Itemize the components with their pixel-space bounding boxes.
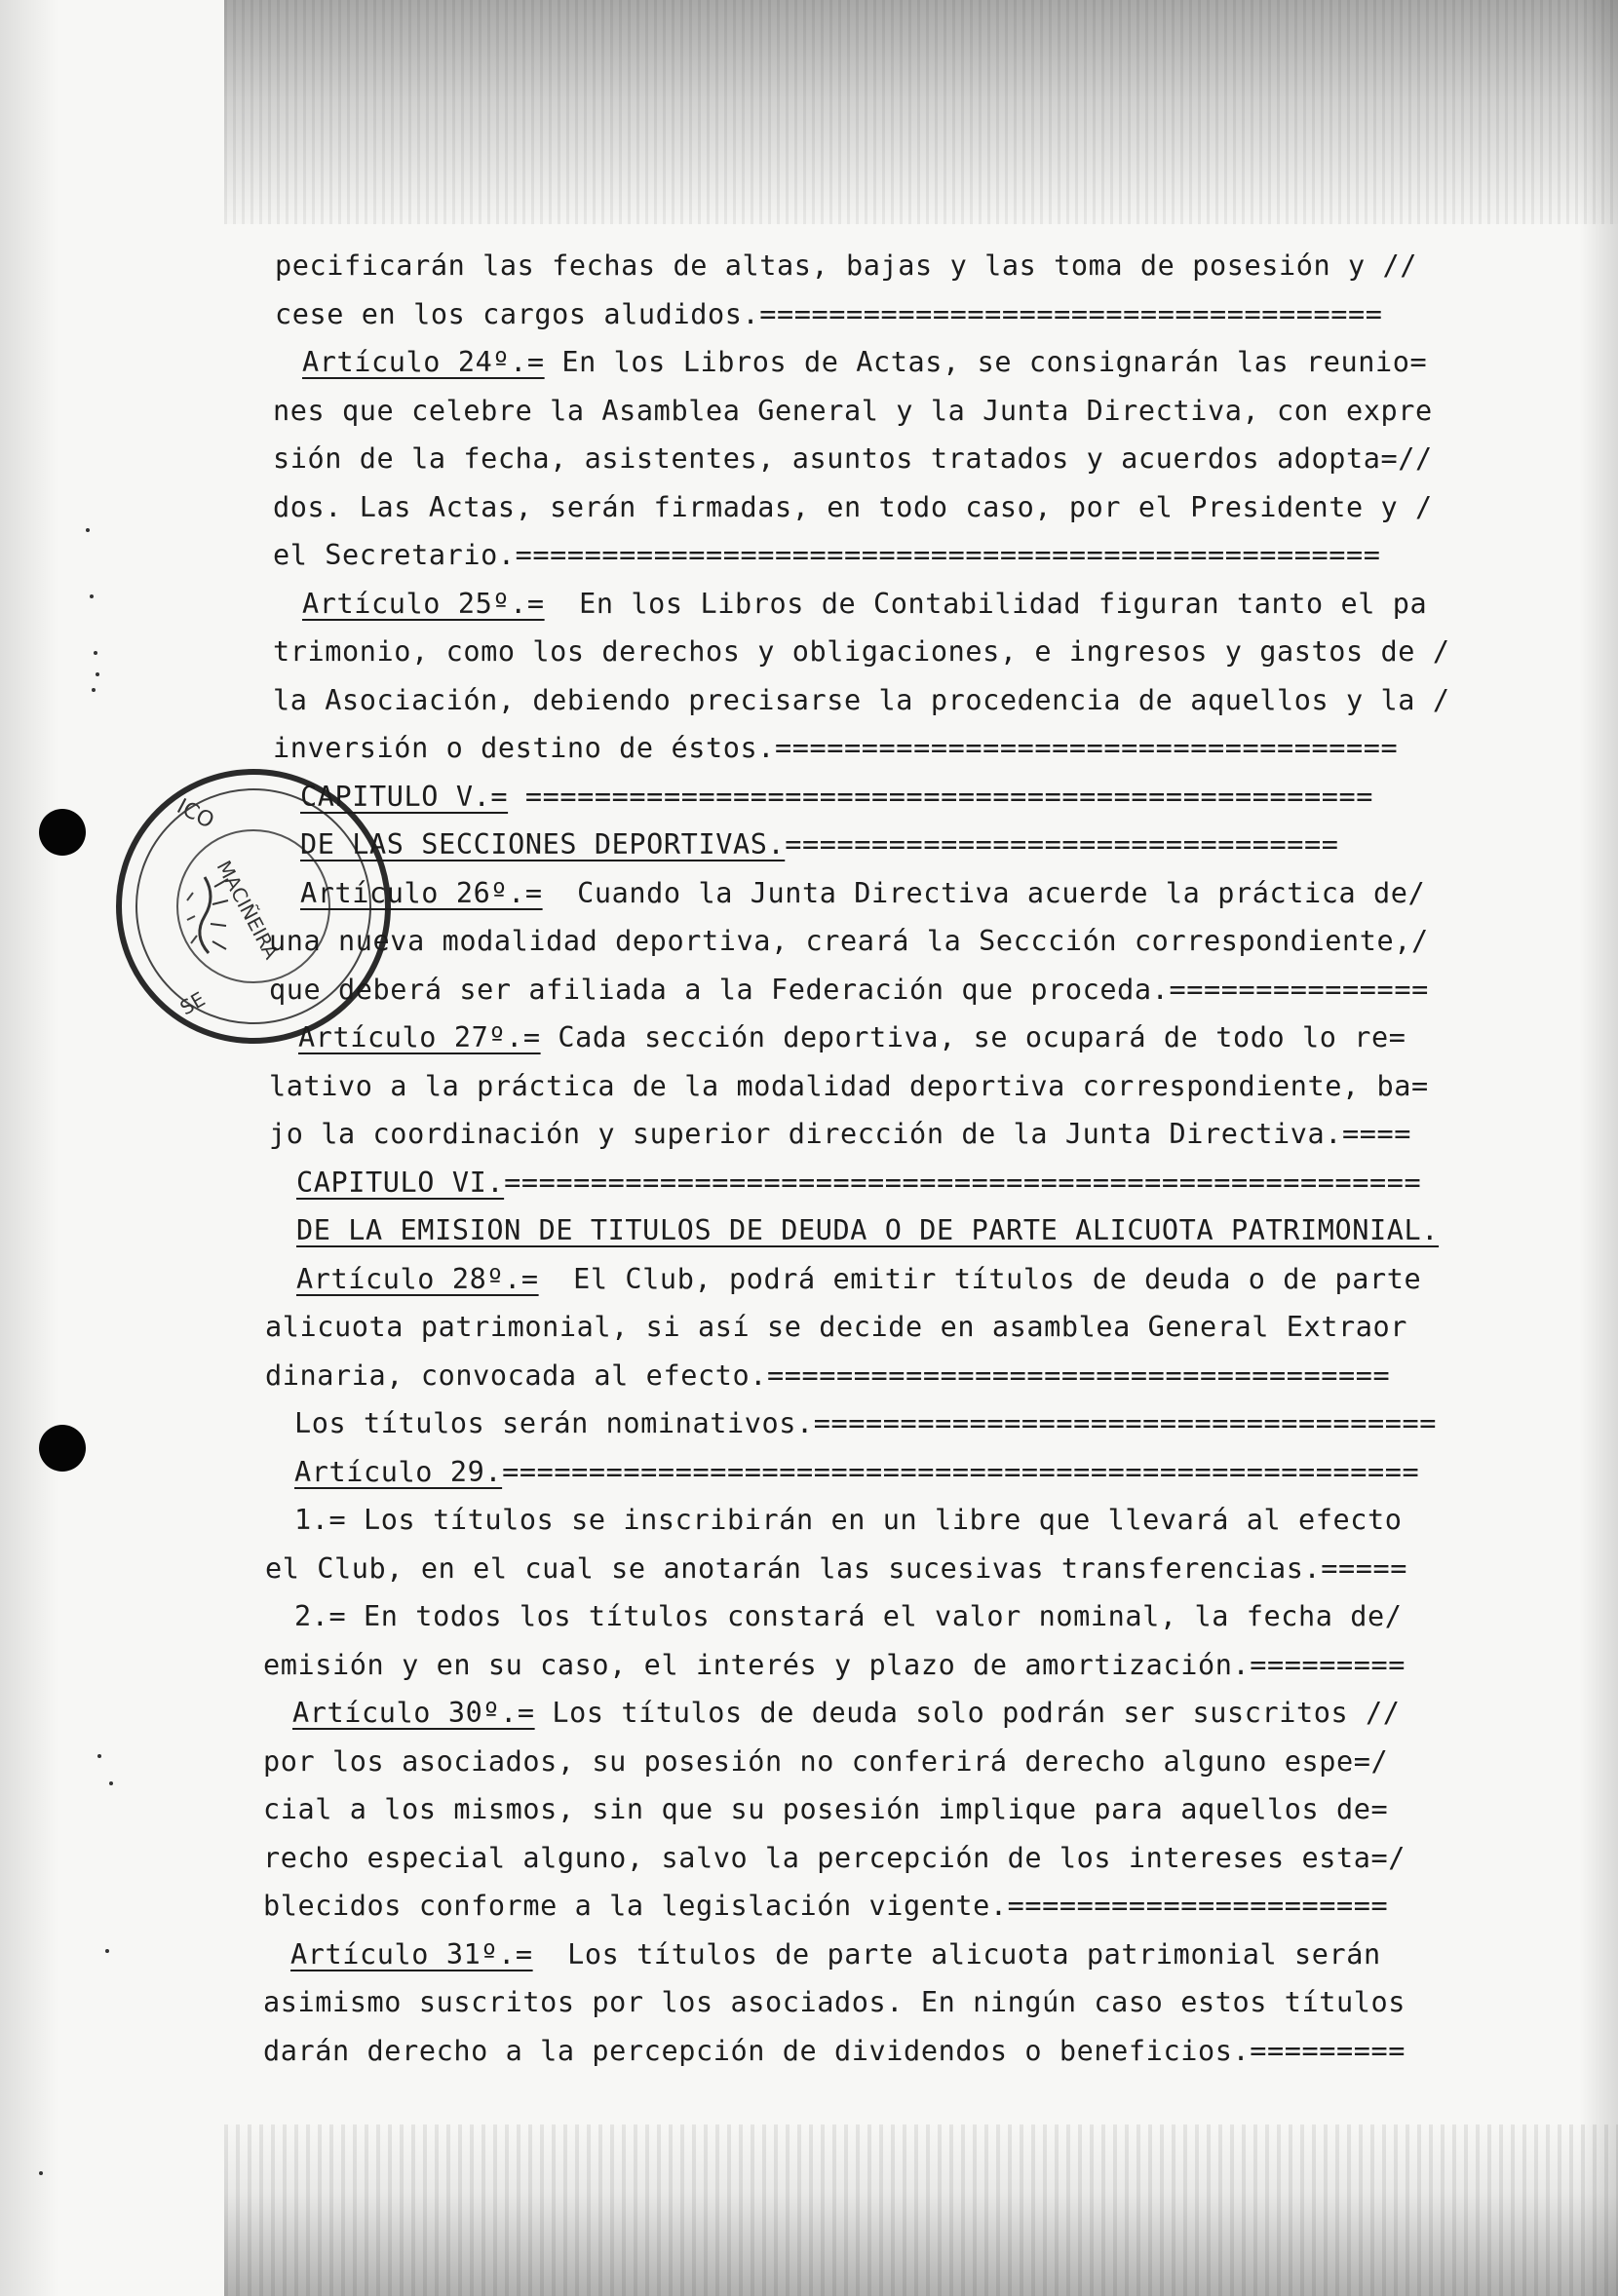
speck [92, 688, 96, 692]
speck [109, 1781, 113, 1785]
text-line: pecificarán las fechas de altas, bajas y las toma de posesión y // [275, 249, 1418, 282]
text-line: dinaria, convocada al efecto.==================================== [265, 1358, 1391, 1392]
chapter-title-line: DE LAS SECCIONES DEPORTIVAS.================================ [300, 828, 1339, 861]
text-line: asimismo suscritos por los asociados. En ningún caso estos títulos [263, 1986, 1406, 2018]
svg-text:MACIÑEIRA: MACIÑEIRA [212, 857, 284, 964]
text-line: lativo a la práctica de la modalidad deportiva correspondiente, ba= [269, 1069, 1429, 1102]
speck [90, 594, 94, 598]
article-heading-line: Artículo 29.===================================================== [294, 1455, 1420, 1488]
speck [86, 528, 90, 532]
scan-noise-right [1579, 0, 1618, 2296]
text-line: Los títulos serán nominativos.==================================== [294, 1407, 1438, 1439]
svg-text:SE: SE [175, 986, 210, 1020]
text-line: cese en los cargos aludidos.==================================== [275, 297, 1383, 330]
svg-text:ICO: ICO [173, 794, 218, 834]
text-line: dos. Las Actas, serán firmadas, en todo caso, por el Presidente y / [273, 490, 1433, 523]
text-line: trimonio, como los derechos y obligaciones, e ingresos y gastos de / [273, 635, 1450, 668]
punch-hole-bottom [39, 1425, 86, 1472]
article-heading-line: Artículo 31º.= Los títulos de parte alicuota patrimonial serán [290, 1937, 1381, 1971]
speck [94, 651, 97, 655]
text-line: la Asociación, debiendo precisarse la procedencia de aquellos y la / [273, 683, 1450, 716]
text-line: el Club, en el cual se anotarán las sucesivas transferencias.===== [265, 1551, 1408, 1585]
article-heading-line: Artículo 30º.= Los títulos de deuda solo podrán ser suscritos // [292, 1697, 1401, 1729]
scan-noise-bottom [224, 2124, 1618, 2296]
text-line: cial a los mismos, sin que su posesión implique para aquellos de= [263, 1793, 1389, 1825]
text-line: que deberá ser afiliada a la Federación que proceda.=============== [269, 973, 1429, 1006]
text-line: darán derecho a la percepción de dividendos o beneficios.========= [263, 2034, 1406, 2067]
speck [105, 1949, 109, 1953]
text-line: el Secretario.================================================== [273, 539, 1381, 571]
text-line: blecidos conforme a la legislación vigente.====================== [263, 1890, 1389, 1922]
text-line: emisión y en su caso, el interés y plazo de amortización.========= [263, 1648, 1406, 1681]
text-line: una nueva modalidad deportiva, creará la Seccción correspondiente,/ [269, 925, 1429, 957]
official-stamp [58, 760, 292, 1052]
article-heading-line: Artículo 26º.= Cuando la Junta Directiva acuerde la práctica de/ [300, 876, 1426, 909]
chapter-heading-line: CAPITULO V.= ================================================= [300, 780, 1374, 813]
text-line: recho especial alguno, salvo la percepción de los intereses esta=/ [263, 1841, 1406, 1874]
chapter-title-line: DE LA EMISION DE TITULOS DE DEUDA O DE PARTE ALICUOTA PATRIMONIAL. [296, 1214, 1440, 1246]
article-heading-line: Artículo 27º.= Cada sección deportiva, se ocupará de todo lo re= [298, 1021, 1406, 1053]
speck [96, 672, 99, 676]
text-line: nes que celebre la Asamblea General y la Junta Directiva, con expre [273, 394, 1433, 427]
document-body [263, 242, 1450, 2075]
text-line: por los asociados, su posesión no conferirá derecho alguno espe=/ [263, 1744, 1389, 1778]
article-heading-line: Artículo 24º.= En los Libros de Actas, se consignarán las reunio= [302, 346, 1428, 378]
text-line: alicuota patrimonial, si así se decide en asamblea General Extraor [265, 1311, 1408, 1343]
article-heading-line: Artículo 25º.= En los Libros de Contabilidad figuran tanto el pa [302, 587, 1428, 620]
scan-noise-top [224, 0, 1618, 224]
text-line: jo la coordinación y superior dirección de la Junta Directiva.==== [269, 1118, 1412, 1150]
scan-noise-left [0, 0, 58, 2296]
stamp-seal-icon [58, 760, 292, 1052]
speck [97, 1754, 101, 1758]
text-line: sión de la fecha, asistentes, asuntos tratados y acuerdos adopta=// [273, 442, 1433, 475]
text-line: 1.= Los títulos se inscribirán en un libre que llevará al efecto [294, 1504, 1403, 1536]
text-line: 2.= En todos los títulos constará el valor nominal, la fecha de/ [294, 1600, 1403, 1632]
text-line: inversión o destino de éstos.==================================== [273, 732, 1399, 764]
speck [39, 2171, 43, 2175]
chapter-heading-line: CAPITULO VI.===================================================== [296, 1166, 1422, 1199]
article-heading-line: Artículo 28º.= El Club, podrá emitir títulos de deuda o de parte [296, 1262, 1422, 1295]
